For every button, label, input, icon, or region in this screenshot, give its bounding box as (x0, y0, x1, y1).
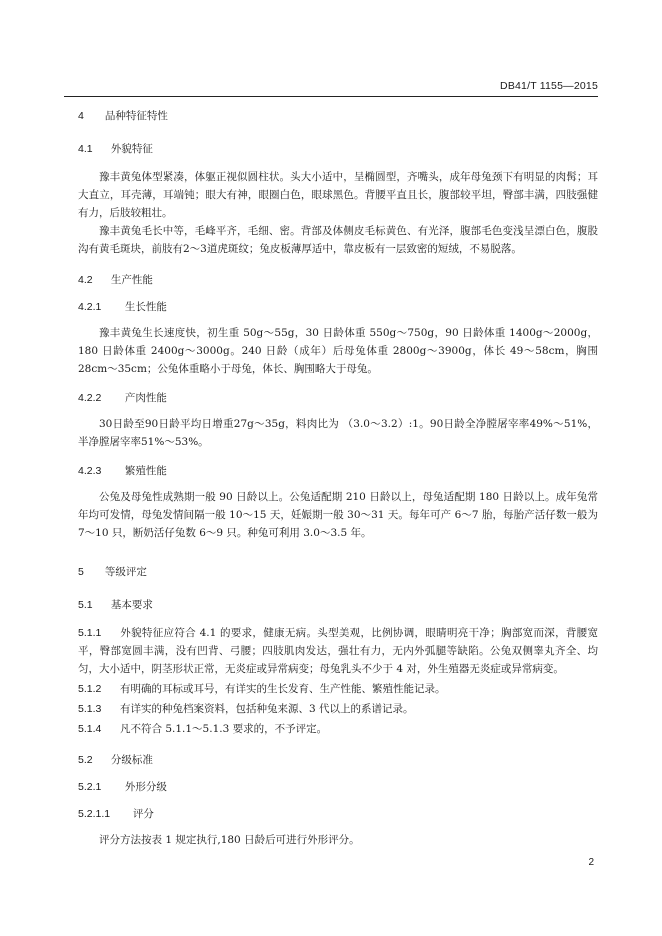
item-text: 凡不符合 5.1.1～5.1.3 要求的，不予评定。 (120, 723, 328, 735)
item-number: 5.1.3 (78, 703, 102, 715)
section-number: 4.2.1 (78, 301, 102, 313)
section-4-2-1-heading (78, 299, 598, 314)
paragraph: 豫丰黄兔体型紧凑，体躯正视似圆柱状。头大小适中，呈椭圆型，齐嘴头，成年母兔颈下有明显的肉髯；耳大直立，耳壳薄，耳端钝；眼大有神，眼圈白色，眼球黑色。背腰平直且长，腹部较平坦，臀部丰满，四肢强健有力，后肢较粗壮。 (78, 171, 598, 219)
section-title: 外形分级 (124, 781, 167, 793)
paragraph: 30日龄至90日龄平均日增重27g～35g，料肉比为 （3.0～3.2）:1。90日龄全净膛屠宰率49%～51%，半净膛屠宰率51%～53%。 (78, 418, 598, 448)
paragraph: 豫丰黄兔生长速度快，初生重 50g～55g，30 日龄体重 550g～750g，90 日龄体重 1400g～2000g，180 日龄体重 2400g～3000g。240 日龄（成年）后母兔体重 2800g～3900g，体长 49～58cm，胸围 28cm～35cm；公兔体重略小于母兔，体长、胸围略大于母兔。 (78, 327, 598, 375)
section-4-1-heading (78, 141, 598, 156)
item-text: 外貌特征应符合 4.1 的要求，健康无病。头型美观，比例协调，眼睛明亮干净；胸部宽而深，背腰宽平，臀部宽圆丰满，没有凹背、弓腰；四肢肌肉发达，强壮有力，无内外弧腿等缺陷。公兔双侧睾丸齐全、均匀，大小适中，阴茎形状正常，无炎症或异常病变；母兔乳头不少于 4 对，外生殖器无炎症或异常病变。 (78, 627, 598, 675)
section-5-heading (78, 564, 598, 579)
section-5-2-heading (78, 752, 598, 767)
section-title: 评分 (132, 808, 154, 820)
section-number: 4 (78, 110, 84, 122)
section-number: 4.2.3 (78, 465, 102, 477)
section-number: 5.1 (78, 599, 93, 611)
list-item (78, 624, 598, 678)
section-4-2-2-heading (78, 390, 598, 405)
header-rule (64, 96, 598, 97)
section-number: 5.2 (78, 754, 93, 766)
section-title: 生长性能 (124, 301, 167, 313)
section-title: 繁殖性能 (124, 465, 167, 477)
section-4-2-3-heading (78, 463, 598, 478)
paragraph: 公兔及母兔性成熟期一般 90 日龄以上。公兔适配期 210 日龄以上，母兔适配期 180 日龄以上。成年兔常年均可发情，母兔发情间隔一般 10～15 天，妊娠期一般 30～31 天。每年可产 6～7 胎，每胎产活仔数一般为 7～10 只，断奶活仔兔数 6～9 只。种兔可利用 3.0～3.5 年。 (78, 491, 598, 539)
section-title: 生产性能 (110, 274, 153, 286)
list-item (78, 680, 598, 698)
section-number: 4.2.2 (78, 392, 102, 404)
section-number: 5.2.1.1 (78, 808, 111, 820)
list-item (78, 720, 598, 738)
paragraph: 评分方法按表 1 规定执行,180 日龄后可进行外形评分。 (99, 834, 360, 846)
page-number: 2 (588, 857, 594, 868)
section-number: 5 (78, 566, 84, 578)
document-body (78, 108, 598, 849)
item-number: 5.1.4 (78, 723, 102, 735)
document-code: DB41/T 1155—2015 (500, 80, 598, 92)
section-4-2-heading (78, 272, 598, 287)
section-5-1-heading (78, 597, 598, 612)
item-number: 5.1.2 (78, 683, 102, 695)
paragraph: 豫丰黄兔毛长中等，毛峰平齐，毛细、密。背部及体侧皮毛标黄色、有光泽，腹部毛色变浅呈漂白色，腹股沟有黄毛斑块，前肢有2～3道虎斑纹；兔皮板薄厚适中，靠皮板有一层致密的短绒，不易脱落。 (78, 225, 598, 255)
item-text: 有详实的种兔档案资料，包括种兔来源、3 代以上的系谱记录。 (120, 703, 414, 715)
section-title: 产肉性能 (124, 392, 167, 404)
section-title: 等级评定 (104, 566, 147, 578)
section-number: 5.2.1 (78, 781, 102, 793)
section-number: 4.2 (78, 274, 93, 286)
section-title: 基本要求 (110, 599, 153, 611)
section-title: 品种特征特性 (104, 110, 168, 122)
section-4-heading (78, 108, 598, 123)
section-title: 外貌特征 (110, 143, 153, 155)
item-text: 有明确的耳标或耳号，有详实的生长发育、生产性能、繁殖性能记录。 (120, 683, 446, 695)
section-5-2-1-1-heading (78, 806, 598, 821)
item-number: 5.1.1 (78, 627, 102, 639)
list-item (78, 700, 598, 718)
section-title: 分级标准 (110, 754, 153, 766)
section-5-2-1-heading (78, 779, 598, 794)
section-number: 4.1 (78, 143, 93, 155)
